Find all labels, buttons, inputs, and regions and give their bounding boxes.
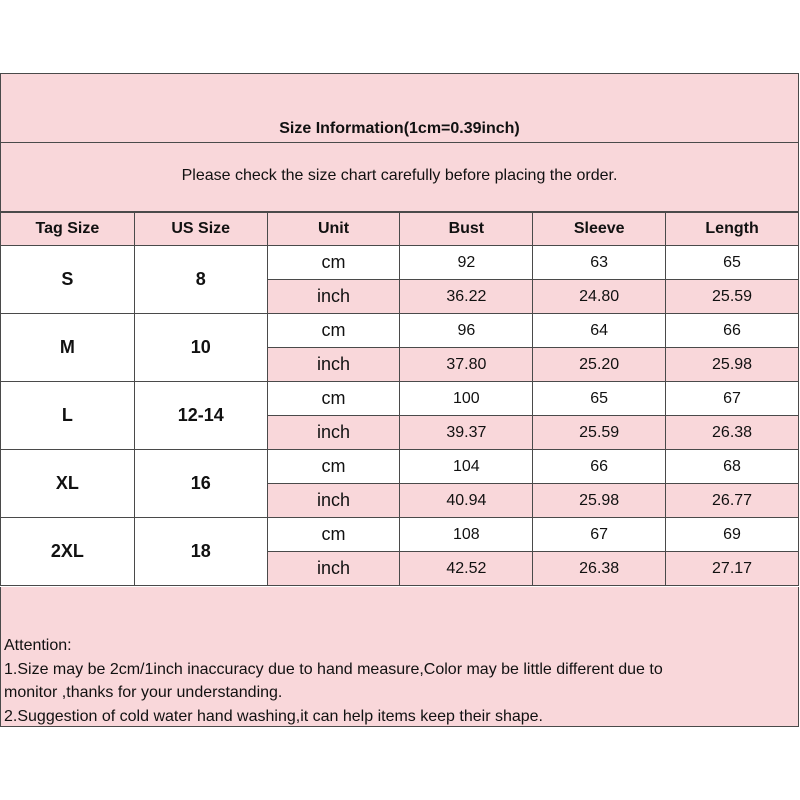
- length-cell: 27.17: [666, 552, 799, 586]
- table-row: [1, 450, 799, 484]
- bust-cell: 42.52: [400, 552, 533, 586]
- sleeve-cell: 24.80: [533, 280, 666, 314]
- bust-cell: 40.94: [400, 484, 533, 518]
- us-size-cell: 18: [134, 518, 267, 586]
- tag-size-cell: XL: [1, 450, 135, 518]
- tag-size-cell: L: [1, 382, 135, 450]
- tag-size-cell: 2XL: [1, 518, 135, 586]
- attention-heading: Attention:: [4, 637, 72, 654]
- us-size-cell: 16: [134, 450, 267, 518]
- length-cell: 67: [666, 382, 799, 416]
- unit-cell: cm: [267, 518, 400, 552]
- bust-cell: 92: [400, 246, 533, 280]
- size-chart-title: Size Information(1cm=0.39inch): [279, 120, 520, 137]
- unit-cell: inch: [267, 348, 400, 382]
- sleeve-cell: 64: [533, 314, 666, 348]
- unit-cell: cm: [267, 246, 400, 280]
- attention-line: 2.Suggestion of cold water hand washing,it can help items keep their shape.: [4, 707, 543, 725]
- table-row: [1, 314, 799, 348]
- bust-cell: 36.22: [400, 280, 533, 314]
- attention-notes: [4, 634, 794, 728]
- us-size-cell: 10: [134, 314, 267, 382]
- size-chart-sheet: [0, 73, 799, 727]
- sleeve-cell: 25.20: [533, 348, 666, 382]
- bust-cell: 96: [400, 314, 533, 348]
- unit-cell: cm: [267, 382, 400, 416]
- unit-cell: cm: [267, 314, 400, 348]
- bust-cell: 39.37: [400, 416, 533, 450]
- length-cell: 26.77: [666, 484, 799, 518]
- table-row: [1, 382, 799, 416]
- sleeve-cell: 26.38: [533, 552, 666, 586]
- length-cell: 68: [666, 450, 799, 484]
- header-sleeve: Sleeve: [533, 213, 666, 246]
- note-band: [0, 143, 799, 212]
- sleeve-cell: 25.59: [533, 416, 666, 450]
- us-size-cell: 8: [134, 246, 267, 314]
- size-table: [0, 212, 799, 586]
- sleeve-cell: 66: [533, 450, 666, 484]
- header-row: [1, 213, 799, 246]
- bust-cell: 100: [400, 382, 533, 416]
- bust-cell: 108: [400, 518, 533, 552]
- sleeve-cell: 25.98: [533, 484, 666, 518]
- table-row: [1, 518, 799, 552]
- size-chart-note: Please check the size chart carefully before placing the order.: [181, 167, 618, 184]
- length-cell: 26.38: [666, 416, 799, 450]
- header-tag-size: Tag Size: [1, 213, 135, 246]
- unit-cell: cm: [267, 450, 400, 484]
- bust-cell: 104: [400, 450, 533, 484]
- table-row: [1, 246, 799, 280]
- unit-cell: inch: [267, 484, 400, 518]
- unit-cell: inch: [267, 416, 400, 450]
- sleeve-cell: 63: [533, 246, 666, 280]
- length-cell: 69: [666, 518, 799, 552]
- header-length: Length: [666, 213, 799, 246]
- attention-band: [0, 587, 799, 727]
- length-cell: 25.59: [666, 280, 799, 314]
- unit-cell: inch: [267, 280, 400, 314]
- length-cell: 66: [666, 314, 799, 348]
- header-us-size: US Size: [134, 213, 267, 246]
- tag-size-cell: M: [1, 314, 135, 382]
- unit-cell: inch: [267, 552, 400, 586]
- attention-line: 1.Size may be 2cm/1inch inaccuracy due to hand measure,Color may be little different due to: [4, 660, 663, 678]
- length-cell: 25.98: [666, 348, 799, 382]
- bust-cell: 37.80: [400, 348, 533, 382]
- header-unit: Unit: [267, 213, 400, 246]
- tag-size-cell: S: [1, 246, 135, 314]
- attention-line: monitor ,thanks for your understanding.: [4, 684, 283, 701]
- title-band: [0, 73, 799, 143]
- us-size-cell: 12-14: [134, 382, 267, 450]
- length-cell: 65: [666, 246, 799, 280]
- sleeve-cell: 67: [533, 518, 666, 552]
- header-bust: Bust: [400, 213, 533, 246]
- sleeve-cell: 65: [533, 382, 666, 416]
